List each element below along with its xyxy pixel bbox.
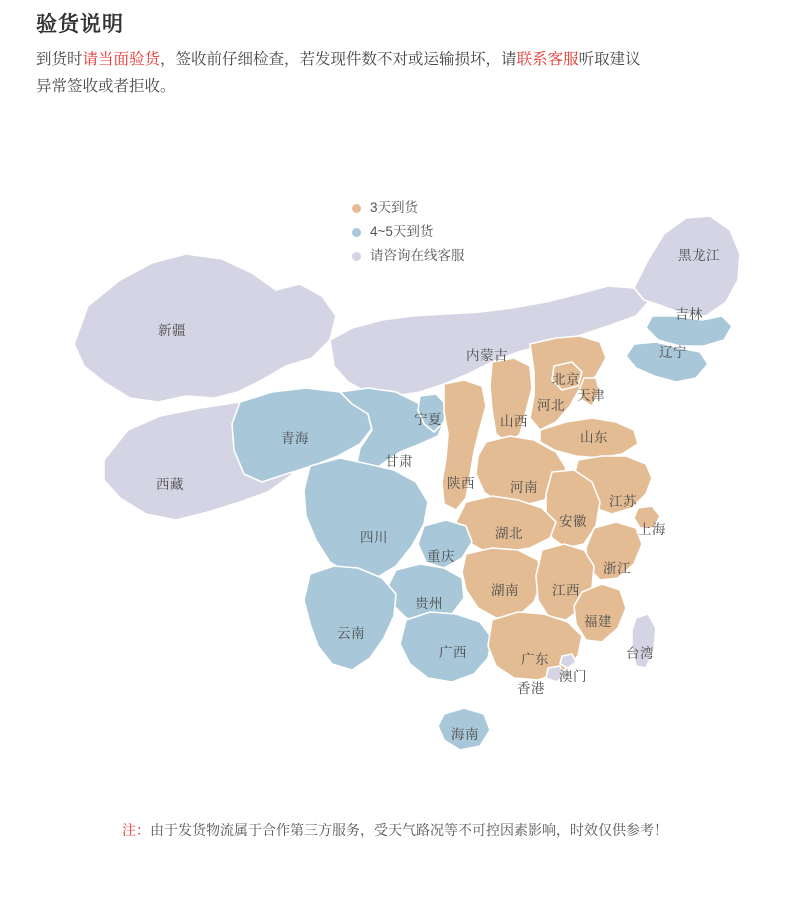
intro-seg-3: ，签收前仔细检查，若发现件数不对或运输损坏， — [160, 51, 502, 68]
page-title: 验货说明 — [36, 13, 124, 36]
province-label: 海南 — [451, 727, 479, 742]
map-legend — [352, 196, 465, 268]
province-label: 天津 — [577, 388, 605, 403]
province-label: 贵州 — [415, 596, 443, 611]
legend-label-fast: 3天到货 — [370, 200, 419, 215]
province-label: 江苏 — [609, 494, 637, 509]
province-label: 辽宁 — [659, 345, 687, 360]
province-label: 山西 — [500, 414, 528, 429]
province-label: 江西 — [552, 583, 580, 598]
legend-dot-slow — [352, 252, 361, 261]
intro-paragraph — [36, 46, 762, 100]
province-label: 陕西 — [447, 476, 475, 491]
province-label: 黑龙江 — [678, 248, 720, 263]
intro-seg-4: 请 — [501, 51, 517, 68]
province-label: 福建 — [584, 614, 612, 629]
province-label: 安徽 — [559, 514, 587, 529]
province-label: 湖南 — [491, 583, 519, 598]
province-label: 甘肃 — [385, 454, 413, 469]
province-label: 内蒙古 — [466, 348, 508, 363]
province-label: 吉林 — [675, 307, 703, 322]
legend-item-slow — [352, 244, 465, 268]
province-label: 澳门 — [559, 669, 587, 684]
footer-note-text: 由于发货物流属于合作第三方服务，受天气路况等不可控因素影响，时效仅供参考！ — [150, 822, 668, 838]
intro-seg-1: 到货时 — [36, 51, 83, 68]
province-label: 山东 — [580, 430, 608, 445]
province-label: 上海 — [638, 522, 666, 537]
footer-note-key: 注： — [122, 822, 150, 838]
province-label: 台湾 — [626, 646, 654, 661]
legend-dot-fast — [352, 204, 361, 213]
intro-seg-6: 听取建议 — [578, 51, 641, 68]
province-label: 河南 — [510, 480, 538, 495]
province-label: 宁夏 — [414, 412, 442, 427]
intro-seg-7: 异常签收或者拒收。 — [36, 78, 176, 95]
province-label: 河北 — [537, 398, 565, 413]
province-label: 青海 — [281, 431, 309, 446]
province-label: 云南 — [337, 626, 365, 641]
intro-highlight-inspect: 请当面验货 — [82, 51, 161, 68]
china-delivery-map — [0, 130, 790, 790]
province-label: 浙江 — [603, 561, 631, 576]
province-label: 四川 — [360, 530, 388, 545]
legend-dot-mid — [352, 228, 361, 237]
province-label: 西藏 — [156, 477, 184, 492]
shape-xinjiang — [74, 254, 336, 402]
legend-item-fast — [352, 196, 465, 220]
legend-label-slow: 请咨询在线客服 — [370, 248, 465, 263]
legend-item-mid — [352, 220, 465, 244]
province-label: 重庆 — [427, 549, 455, 564]
shape-sichuan — [304, 458, 428, 578]
province-label: 广东 — [521, 652, 549, 667]
province-label: 北京 — [552, 372, 580, 387]
shape-yunnan — [304, 566, 396, 670]
province-label: 湖北 — [495, 526, 523, 541]
province-label: 新疆 — [158, 323, 186, 338]
shape-heilongjiang — [634, 216, 740, 316]
legend-label-mid: 4~5天到货 — [370, 224, 434, 239]
intro-highlight-support: 联系客服 — [516, 51, 579, 68]
footer-note — [0, 820, 790, 840]
province-label: 香港 — [517, 681, 545, 696]
province-label: 广西 — [439, 645, 467, 660]
shape-shanxi — [490, 358, 532, 444]
